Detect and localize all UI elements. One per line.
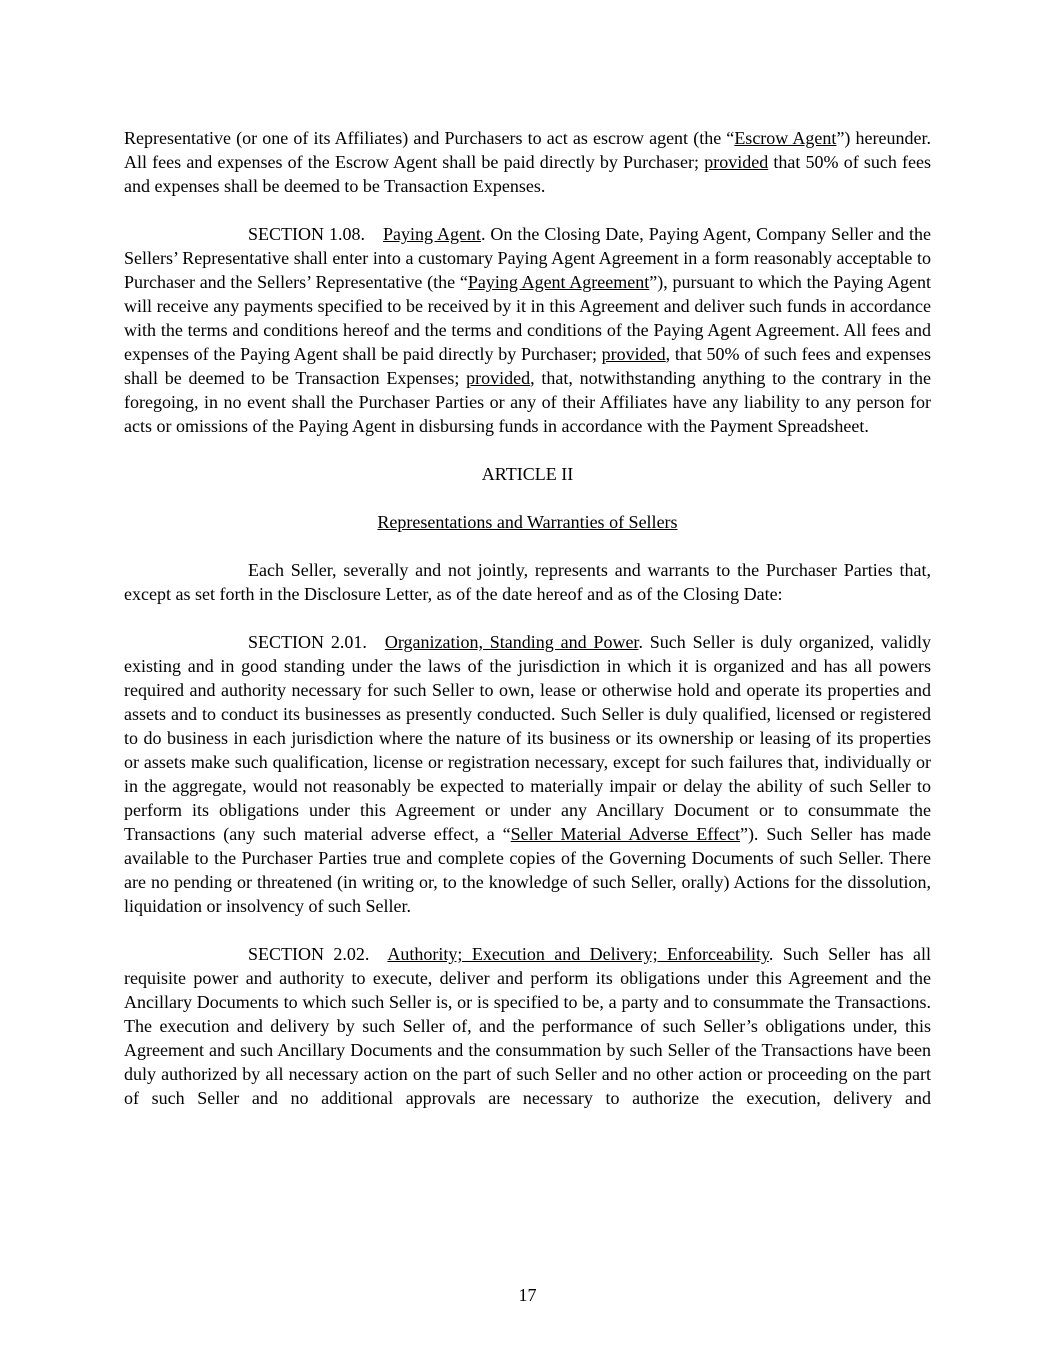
section-2-02-paragraph	[124, 942, 931, 1110]
underlined-text-run: provided	[466, 368, 531, 388]
text-run: . Such Seller is duly organized, validly existing and in good standing under the laws of the jurisdiction in which it is organized and has all powers required and authority necessary for such Seller to own, lease or otherwise hold and operate its properties and assets and to conduct its businesses as presently conducted. Such Seller is duly qualified, licensed or registered to do business in each jurisdiction where the nature of its business or its ownership or leasing of its properties or assets make such qualification, license or registration necessary, except for such failures that, individually or in the aggregate, would not reasonably be expected to materially impair or delay the ability of such Seller to perform its obligations under this Agreement or under any Ancillary Document or to consummate the Transactions (any such material adverse effect, a “	[124, 632, 932, 844]
article-ii-heading	[124, 462, 931, 486]
text-run: SECTION 2.02.	[248, 944, 388, 964]
page-number: 17	[518, 1285, 537, 1305]
text-run: SECTION 1.08.	[248, 224, 383, 244]
text-run: ”), pursuant to which the Paying Agent will receive any payments specified to be received by it in this Agreement and deliver such funds in accordance with the terms and conditions hereof and the terms and conditions of the Paying Agent Agreement. All fees and expenses of the Paying Agent shall be paid directly by Purchaser;	[124, 272, 932, 364]
underlined-text-run: Authority; Execution and Delivery; Enforceability	[387, 944, 769, 964]
text-run: . On the Closing Date, Paying Agent, Company Seller and the Sellers’ Representative shall enter into a customary Paying Agent Agreement in a form reasonably acceptable to Purchaser and the Sellers’ Representative (the “	[124, 224, 931, 292]
underlined-text-run: Organization, Standing and Power	[384, 632, 639, 652]
text-run: , that 50% of such fees and expenses shall be deemed to be Transaction Expenses;	[124, 344, 931, 388]
underlined-text-run: Paying Agent	[382, 224, 481, 244]
underlined-text-run: Seller Material Adverse Effect	[510, 824, 740, 844]
section-2-01-paragraph	[124, 630, 931, 918]
text-run: ”) hereunder. All fees and expenses of the Escrow Agent shall be paid directly by Purchaser;	[124, 128, 932, 172]
text-run: . Such Seller has all requisite power and authority to execute, deliver and perform its obligations under this Agreement and the Ancillary Documents to which such Seller is, or is specified to be, a party and to consummate the Transactions. The execution and delivery by such Seller of, and the performance of such Seller’s obligations under, this Agreement and such Ancillary Documents and the consummation by such Seller of the Transactions have been duly authorized by all necessary action on the part of such Seller and no other action or proceeding on the part of such Seller and no additional approvals are necessary to authorize the execution, delivery and	[124, 944, 931, 1108]
text-run: SECTION 2.01.	[248, 632, 385, 652]
text-run: ”). Such Seller has made available to the Purchaser Parties true and complete copies of the Governing Documents of such Seller. There are no pending or threatened (in writing or, to the knowledge of such Seller, orally) Actions for the dissolution, liquidation or insolvency of such Seller.	[124, 824, 931, 916]
sellers-representations-intro-paragraph	[124, 558, 931, 606]
underlined-text-run: Escrow Agent	[734, 128, 837, 148]
text-run: Each Seller, severally and not jointly, represents and warrants to the Purchaser Parties that, except as set forth in the Disclosure Letter, as of the date hereof and as of the Closing Date:	[124, 560, 931, 604]
underlined-text-run: provided	[601, 344, 666, 364]
text-run: , that, notwithstanding anything to the contrary in the foregoing, in no event shall the Purchaser Parties or any of their Affiliates have any liability to any person for acts or omissions of the Paying Agent in disbursing funds in accordance with the Payment Spreadsheet.	[124, 368, 931, 436]
text-run: Representative (or one of its Affiliates) and Purchasers to act as escrow agent (the “	[124, 128, 735, 148]
document-body	[124, 126, 931, 1110]
article-ii-subheading	[124, 510, 931, 534]
paragraph-escrow-agent	[124, 126, 931, 198]
text-run: that 50% of such fees and expenses shall be deemed to be Transaction Expenses.	[124, 152, 932, 196]
section-1-08-paragraph	[124, 222, 931, 438]
underlined-text-run: provided	[704, 152, 769, 172]
underlined-text-run: Paying Agent Agreement	[467, 272, 650, 292]
text-run: ARTICLE II	[481, 464, 574, 484]
underlined-text-run: Representations and Warranties of Sellers	[377, 512, 678, 532]
